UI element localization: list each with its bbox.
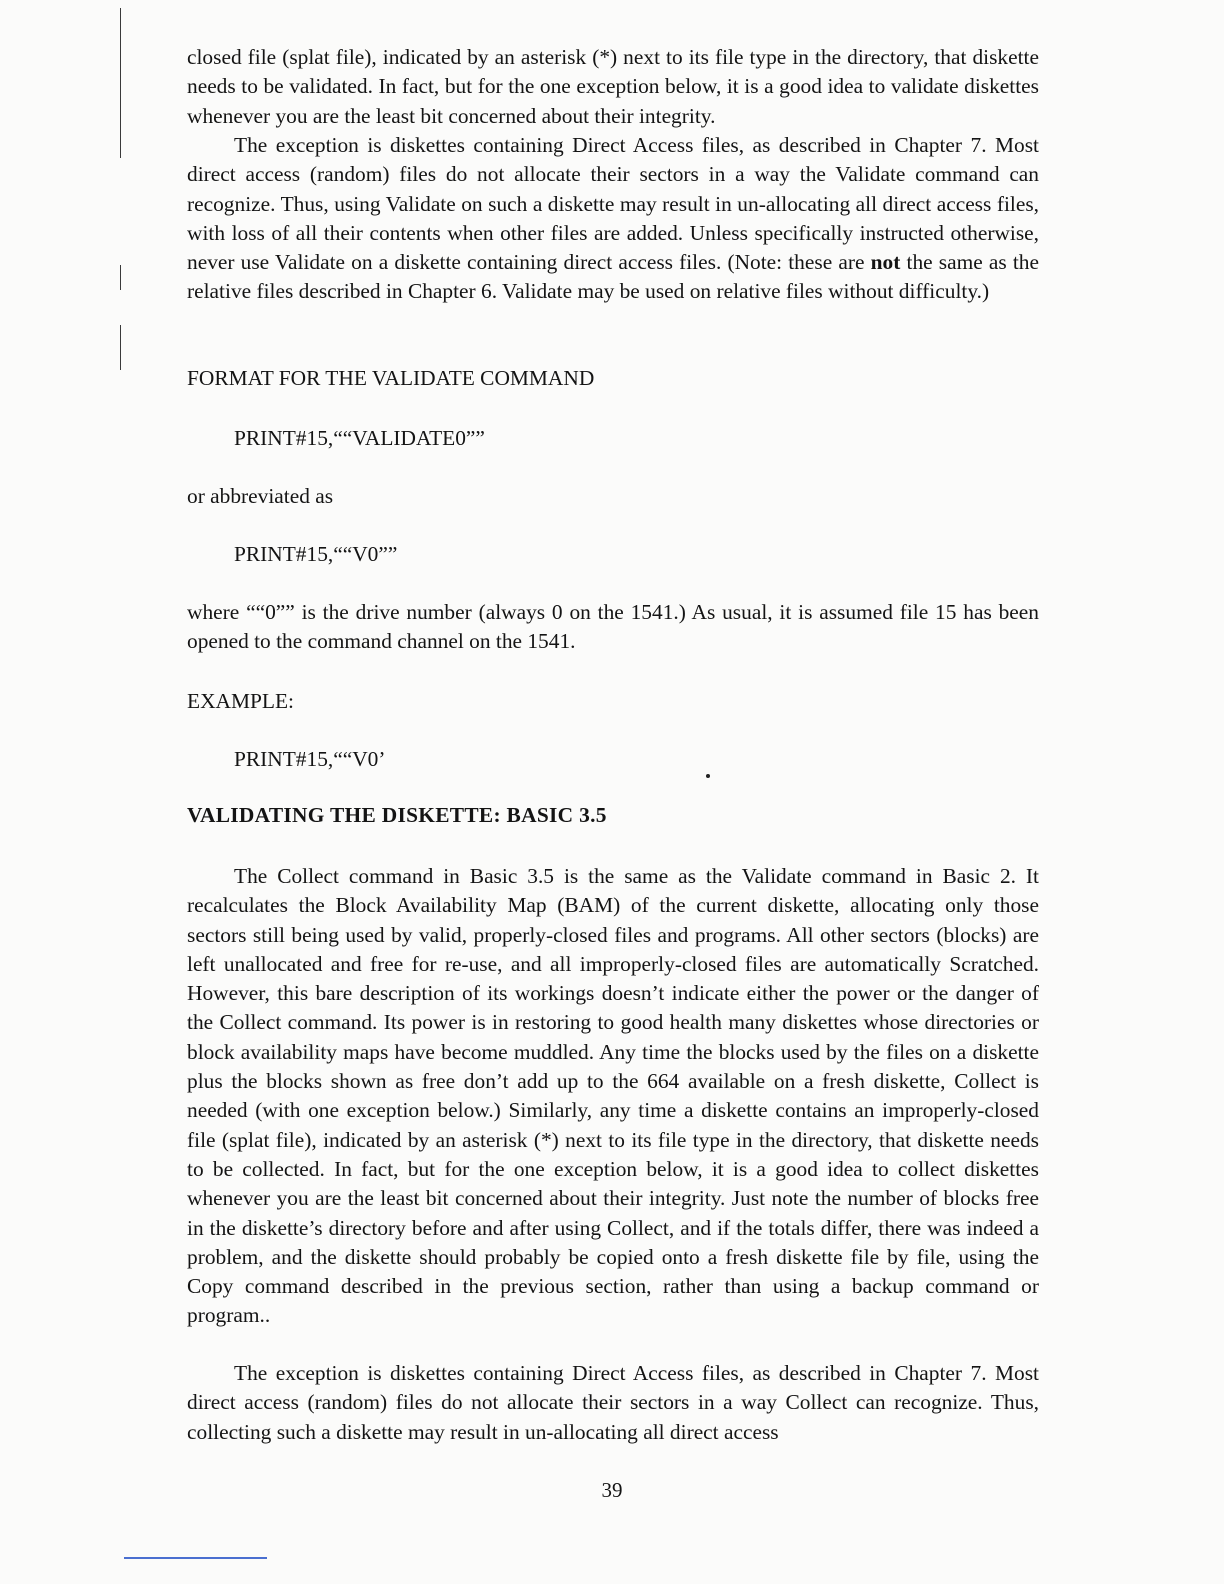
page-number: 39 — [601, 1478, 623, 1502]
scan-speck — [706, 774, 710, 778]
scan-margin-line — [120, 8, 121, 158]
format-label: FORMAT FOR THE VALIDATE COMMAND — [187, 366, 595, 390]
scan-margin-line — [120, 265, 121, 290]
collect-paragraph: The Collect command in Basic 3.5 is the same as the Validate command in Basic 2. It recalculates the Block Availability Map (BAM) of the current diskette, allocating only those sectors still being used by valid, properly-closed files and programs. All other sectors (blocks) are left unallocated and free for re-use, and all improperly-closed files are automatically Scratched. However, this bare description of its workings doesn’t indicate either the power or the danger of the Collect command. Its power is in restoring to good health many diskettes whose directories or block availability maps have become muddled. Any time the blocks used by the files on a diskette plus the blocks shown as free don’t add up to the 664 available on a fresh diskette, Collect is needed (with one exception below.) Similarly, any time a diskette contains an improperly-closed file (splat file), indicated by an asterisk (*) next to its file type in the directory, that diskette needs to be collected. In fact, but for the one exception below, it is a good idea to collect diskettes whenever you are the least bit concerned about their integrity. Just note the number of blocks free in the diskette’s directory before and after using Collect, and if the totals differ, there was indeed a problem, and the diskette should probably be copied onto a fresh diskette file by file, using the Copy command described in the previous section, rather than using a backup command or program.. — [187, 864, 1039, 1328]
exception-text-before: The exception is diskettes containing Direct Access files, as described in Chapter 7. Most direct access (random) files do not allocate their sectors in a way the Validate command can recognize. Thus, using Validate on such a diskette may result in un-allocating all direct access files, with loss of all their contents when other files are added. Unless specifically instructed otherwise, never use Validate on a diskette containing direct access files. (Note: these are — [187, 133, 1039, 275]
format-code: PRINT#15,““VALIDATE0”” — [234, 426, 485, 450]
drive-note-paragraph: where ““0”” is the drive number (always 0 on the 1541.) As usual, it is assumed file 15 has been opened to the command channel on the 1541. — [187, 600, 1039, 654]
abbrev-code: PRINT#15,““V0”” — [234, 542, 398, 566]
exception-paragraph-validate — [187, 131, 1039, 307]
scan-margin-line — [120, 325, 121, 370]
footer-rule — [124, 1557, 267, 1559]
abbrev-label: or abbreviated as — [187, 484, 334, 508]
exception-paragraph-collect: The exception is diskettes containing Direct Access files, as described in Chapter 7. Most direct access (random) files do not allocate their sectors in a way Collect can recognize. Thus, collecting such a diskette may result in un-allocating all direct access — [187, 1361, 1039, 1444]
example-code: PRINT#15,““V0’ — [234, 747, 386, 771]
exception-text-after: the same as the relative files described in Chapter 6. Validate may be used on relative files without difficulty.) — [187, 250, 1039, 304]
section-heading: VALIDATING THE DISKETTE: BASIC 3.5 — [187, 803, 607, 827]
intro-paragraph: closed file (splat file), indicated by an asterisk (*) next to its file type in the directory, that diskette needs to be validated. In fact, but for the one exception below, it is a good idea to validate diskettes whenever you are the least bit concerned about their integrity. — [187, 45, 1039, 128]
emphasis-not: not — [870, 250, 901, 275]
example-label: EXAMPLE: — [187, 689, 294, 713]
